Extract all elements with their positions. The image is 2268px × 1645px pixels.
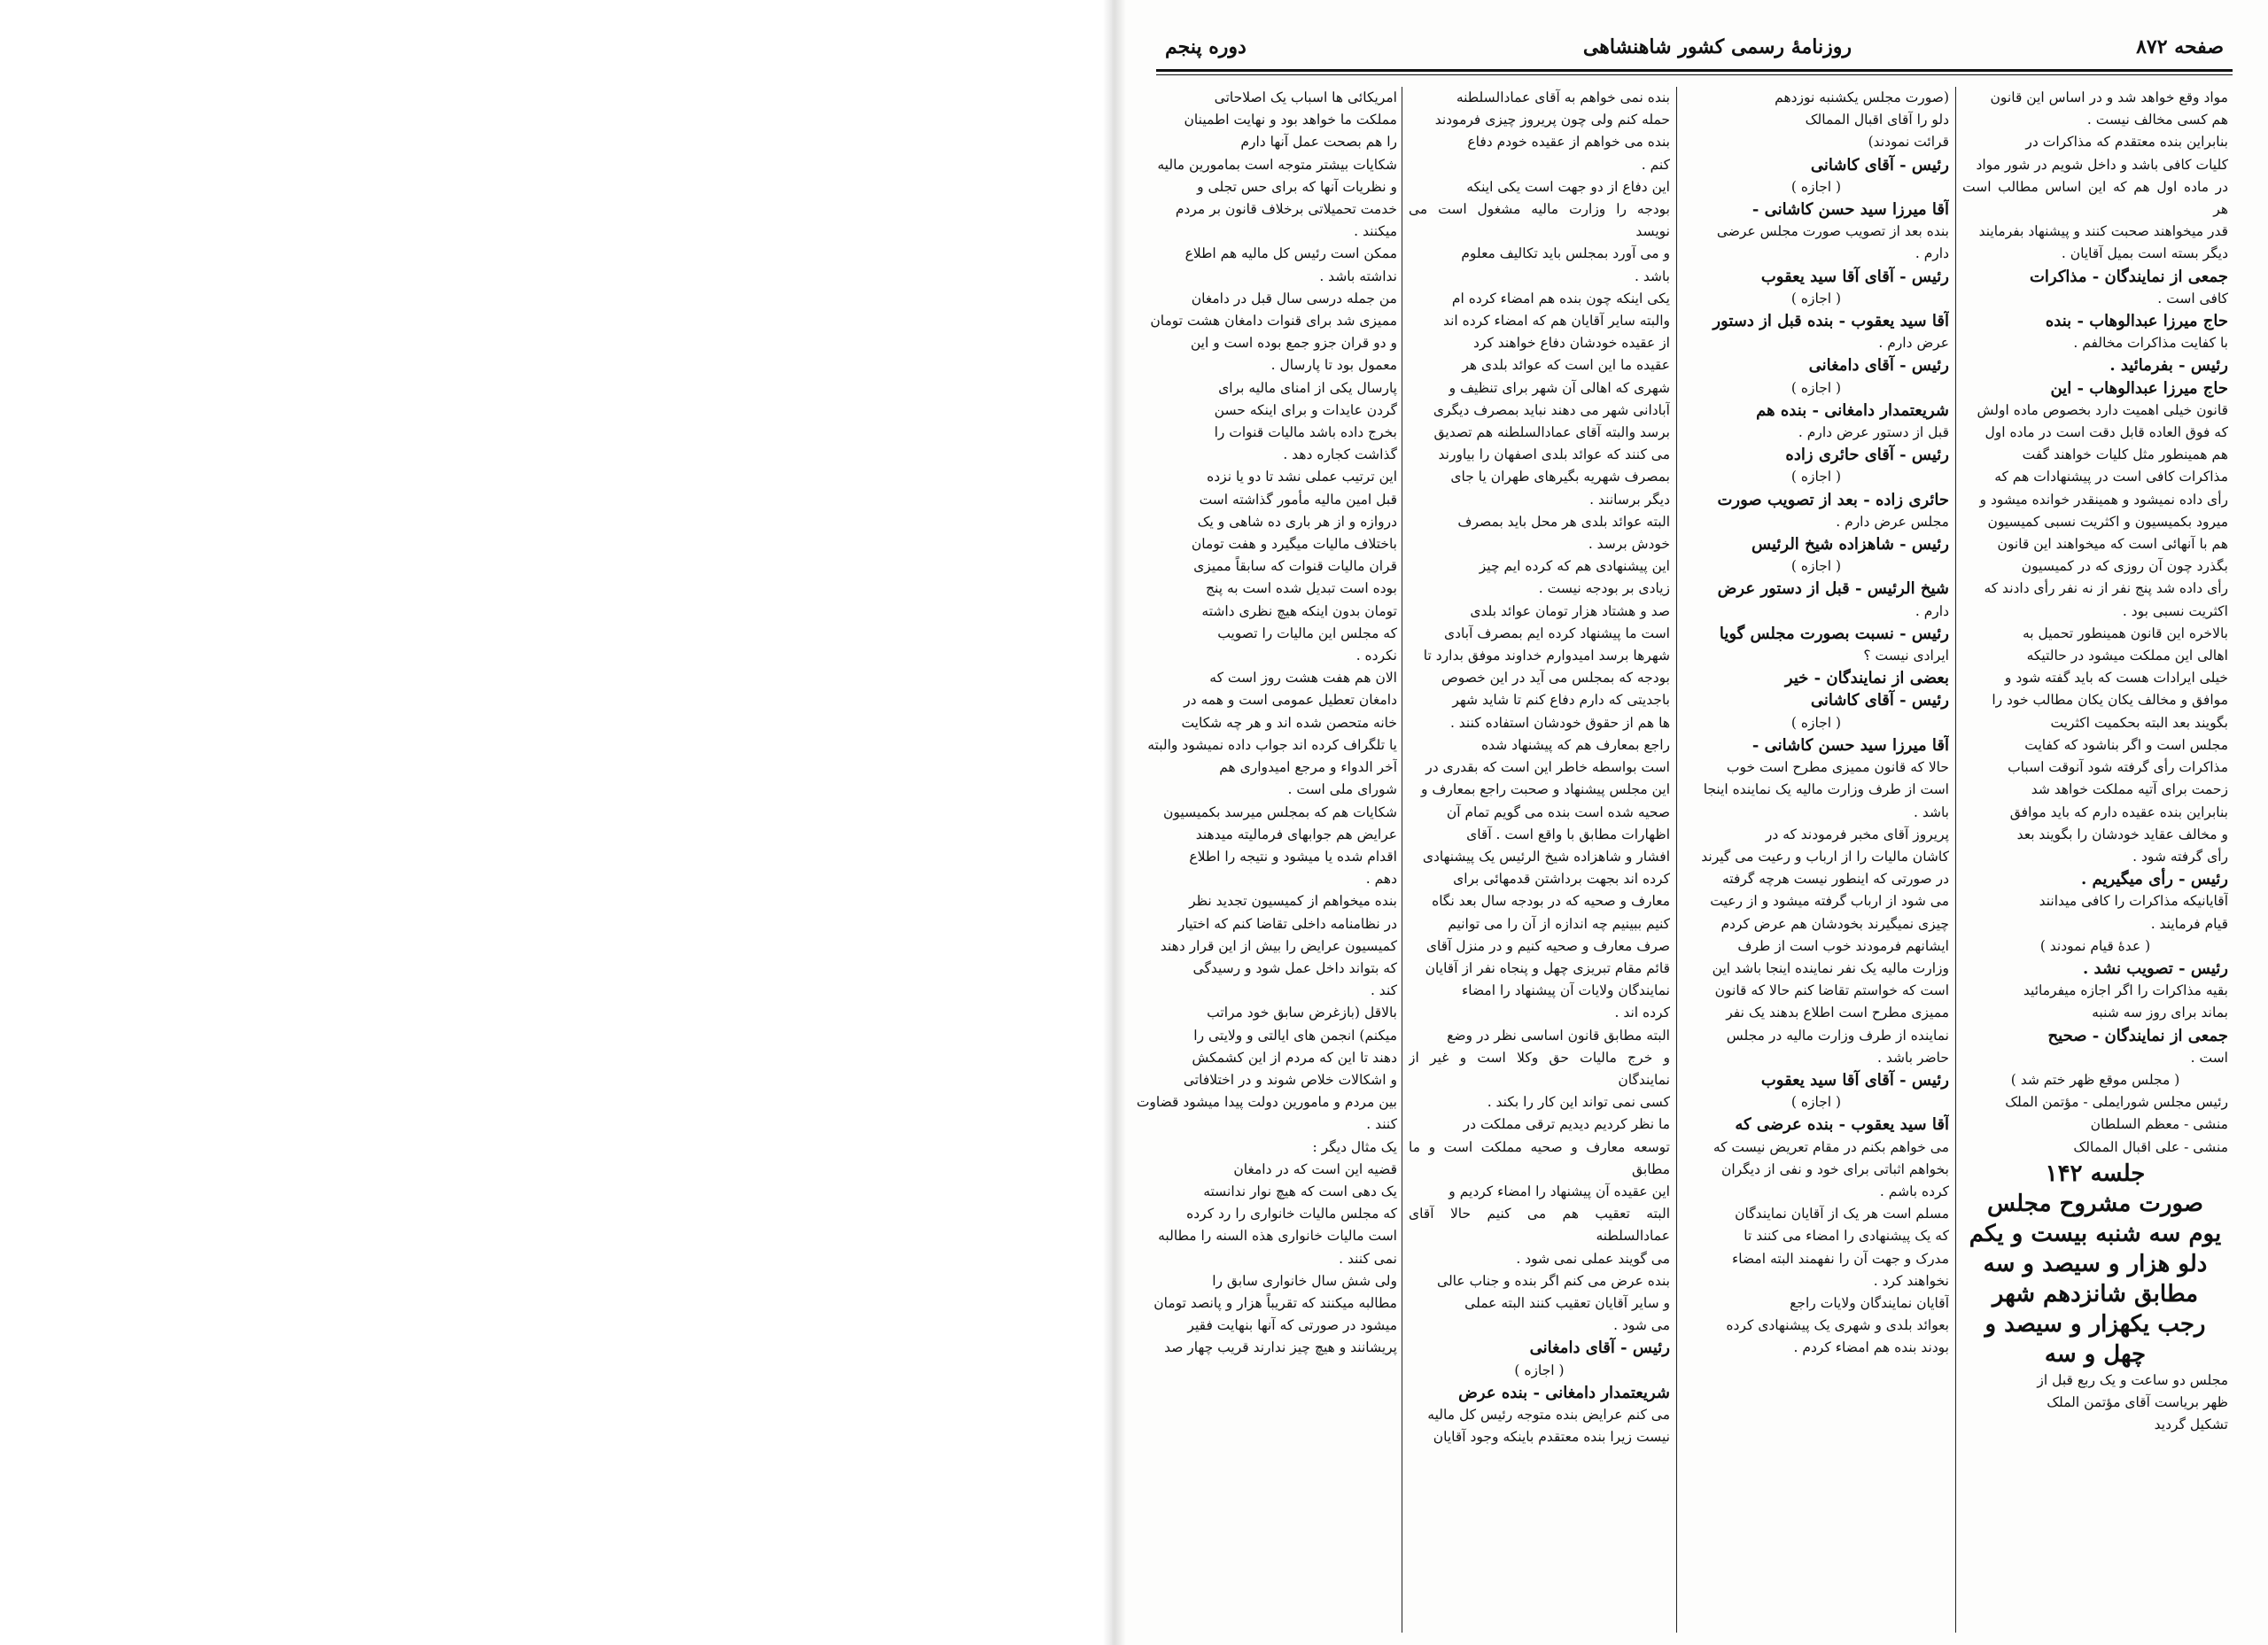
text-line: نماینده از طرف وزارت مالیه در مجلس — [1726, 1027, 1949, 1044]
text-line: صرف معارف و صحیه کنیم و در منزل آقای — [1425, 937, 1670, 954]
text-line: زحمت برای آتیه مملکت خواهد شد — [2031, 781, 2228, 798]
text-line: بودجه را وزارت مالیه مشغول است می نویسد — [1409, 201, 1670, 240]
text-line: بگذرد چون آن روزی که در کمیسیون — [2021, 558, 2228, 575]
text-line: نکرده . — [1355, 648, 1397, 664]
text-line: ولی شش سال خانواری سابق را — [1212, 1272, 1397, 1289]
text-line: بوده است تبدیل شده است به پنج — [1206, 580, 1397, 597]
text-line: منشی - معظم السلطان — [2090, 1116, 2228, 1133]
text-line: قبل از دستور عرض دارم . — [1798, 424, 1949, 441]
text-line: شهرها برسد امیدوارم خداوند موفق بدارد تا — [1423, 648, 1670, 664]
text-line: عرض دارم . — [1878, 335, 1949, 352]
text-line: یک مثال دیگر : — [1312, 1138, 1397, 1155]
text-line: اکثریت نسبی بود . — [2122, 602, 2228, 619]
text-line: می گویند عملی نمی شود . — [1516, 1250, 1670, 1267]
text-line: است از طرف وزارت مالیه یک نماینده اینجا — [1703, 781, 1949, 798]
speaker-line: بعضی از نمایندگان - خیر — [1784, 669, 1949, 688]
text-line: دروازه و از هر باری ده شاهی و یک — [1197, 513, 1397, 530]
text-line: تشکیل گردید — [2154, 1416, 2228, 1433]
text-line: ( اجازه ) — [1790, 178, 1842, 195]
newspaper-header — [1156, 32, 2233, 66]
text-line: کنیم ببینیم چه اندازه از آن را می توانیم — [1448, 915, 1670, 932]
text-line: را هم بصحت عمل آنها دارم — [1240, 134, 1397, 151]
text-line: می کنند که عوائد بلدی اصفهان را بیاورند — [1438, 446, 1670, 463]
text-line: این مجلس پیشنهاد و صحبت راجع بمعارف و — [1420, 781, 1670, 798]
text-line: این پیشنهادی هم که کرده ایم چیز — [1479, 558, 1670, 575]
text-line: بنده بعد از تصویب صورت مجلس عرضی — [1716, 223, 1949, 240]
column-divider — [1955, 87, 1956, 1633]
text-line: زیادی بر بودجه نیست . — [1538, 580, 1670, 597]
text-line: اظهارات مطابق با واقع است . آقای — [1466, 826, 1670, 842]
text-line: می خواهم بکنم در مقام تعریض نیست که — [1713, 1138, 1949, 1155]
session-heading-line: صورت مشروح مجلس — [1987, 1190, 2203, 1217]
text-line: آخر الدواء و مرجع امیدواری هم — [1219, 759, 1397, 776]
speaker-line: شریعتمدار دامغانی - بنده هم — [1756, 400, 1949, 420]
text-line: باختلاف مالیات میگیرد و هفت تومان — [1191, 536, 1397, 553]
speaker-line: رئیس - بفرمائید . — [2109, 356, 2228, 376]
text-line: کسی نمی تواند این کار را بکند . — [1487, 1094, 1670, 1111]
text-line: با کفایت مذاکرات مخالفم . — [2073, 335, 2228, 352]
speaker-line: آقا میرزا سید حسن کاشانی - — [1751, 735, 1949, 755]
text-line: این دفاع از دو جهت است یکی اینکه — [1466, 178, 1670, 195]
text-column-4 — [1136, 87, 1397, 1637]
text-line: افشار و شاهزاده شیخ الرئیس یک پیشنهادی — [1422, 848, 1670, 865]
text-line: ( عدهٔ قیام نمودند ) — [2039, 937, 2151, 954]
text-line: ممکن است رئیس کل مالیه هم اطلاع — [1184, 245, 1397, 262]
text-line: ( اجازه ) — [1790, 469, 1842, 485]
text-line: ها هم از حقوق خودشان استفاده کنند . — [1449, 714, 1670, 731]
text-line: دهند تا این که مردم از این کشمکش — [1192, 1049, 1397, 1066]
text-line: شکایات هم که بمجلس میرسد بکمیسیون — [1163, 803, 1397, 820]
text-line: خیلی ایرادات هست که باید گفته شود و — [2004, 670, 2228, 687]
text-line: هم همینطور مثل کلیات خواهند گفت — [2022, 446, 2228, 463]
text-column-3 — [1409, 87, 1670, 1637]
text-line: بگویند بعد البته بحکمیت اکثریت — [2050, 714, 2228, 731]
text-line: و نظریات آنها که برای حس تجلی و — [1197, 178, 1397, 195]
text-line: پارسال یکی از امنای مالیه برای — [1218, 379, 1397, 396]
speaker-line: رئیس - تصویب نشد . — [2082, 958, 2228, 978]
text-line: رئیس مجلس شورایملی - مؤتمن الملک — [2005, 1094, 2228, 1111]
text-line: کنم . — [1641, 156, 1670, 173]
session-heading-line: یوم سه شنبه بیست و یکم — [1969, 1220, 2222, 1247]
text-line: نمی کنند . — [1339, 1250, 1397, 1267]
speaker-line: حائری زاده - بعد از تصویب صورت — [1717, 490, 1949, 509]
text-line: بودجه که بمجلس می آید در این خصوص — [1441, 670, 1670, 687]
text-line: حمله کنم ولی چون پریروز چیزی فرمودند — [1434, 112, 1670, 128]
text-line: اهالی این مملکت میشود در حالتیکه — [2026, 648, 2228, 664]
text-line: در صورتی که اینطور نیست هرچه گرفته — [1721, 871, 1949, 888]
text-line: شکایات بیشتر متوجه است بمامورین مالیه — [1157, 156, 1397, 173]
session-heading-line: چهل و سه — [2044, 1340, 2147, 1368]
text-line: کرده اند . — [1614, 1005, 1670, 1021]
newspaper-title: روزنامهٔ رسمی کشور شاهنشاهی — [1582, 35, 1852, 58]
session-heading-line: دلو هزار و سیصد و سه — [1983, 1250, 2208, 1277]
text-line: کنند . — [1366, 1116, 1397, 1133]
text-line: خانه متحصن شده اند و هر چه شکایت — [1181, 714, 1397, 731]
text-line: ( مجلس موقع ظهر ختم شد ) — [2010, 1071, 2180, 1088]
speaker-line: حاج میرزا عبدالوهاب - بنده — [2045, 312, 2228, 331]
text-line: کافی است . — [2157, 290, 2228, 306]
text-line: یا تلگراف کرده اند جواب داده نمیشود والبته — [1147, 736, 1397, 753]
text-line: آقایان نمایندگان ولایات راجع — [1790, 1294, 1949, 1311]
text-line: یکی اینکه چون بنده هم امضاء کرده ام — [1451, 290, 1670, 306]
text-line: کمیسیون عرایض را بیش از این قرار دهند — [1160, 937, 1397, 954]
text-line: دارم . — [1915, 245, 1949, 262]
speaker-line: حاج میرزا عبدالوهاب - این — [2050, 378, 2228, 398]
text-line: تومان بدون اینکه هیچ نظری داشته — [1201, 602, 1397, 619]
text-line: بعوائد بلدی و شهری یک پیشنهادی کرده — [1726, 1317, 1949, 1334]
text-line: در ماده اول هم که این اساس مطالب است هر — [1962, 178, 2228, 218]
text-line: دلو را آقای اقبال الممالک — [1805, 112, 1949, 128]
text-line: کاشان مالیات را از ارباب و رعیت می گیرند — [1701, 848, 1949, 865]
text-line: است که خواستم تقاضا کنم حالا که قانون — [1714, 982, 1949, 999]
speaker-line: رئیس - آقای کاشانی — [1810, 155, 1949, 175]
session-heading-line: رجب یکهزار و سیصد و — [1984, 1310, 2206, 1338]
text-line: معارف و صحیه که در بودجه سال بعد نگاه — [1432, 893, 1670, 910]
text-line: قدر میخواهند صحبت کنند و پیشنهاد بفرمایند — [1978, 223, 2228, 240]
speaker-line: شیخ الرئیس - قبل از دستور عرض — [1717, 579, 1949, 599]
text-line: رأی داده نمیشود و همینقدر خوانده میشود و — [1979, 491, 2228, 508]
text-line: کلیات کافی باشد و داخل شویم در شور مواد — [1976, 156, 2228, 173]
text-line: بماند برای روز سه شنبه — [2092, 1005, 2228, 1021]
text-line: که فوق العاده قابل دقت است در ماده اول — [1984, 424, 2228, 441]
text-line: مذاکرات کافی است در پیشنهادات هم که — [1994, 469, 2228, 485]
text-line: بالاخره این قانون همینطور تحمیل به — [2022, 625, 2228, 641]
text-line: میرود بکمیسیون و اکثریت نسبی کمیسیون — [1987, 513, 2228, 530]
text-line: حالا که قانون ممیزی مطرح است خوب — [1726, 759, 1949, 776]
text-line: ما نظر کردیم دیدیم ترقی مملکت در — [1463, 1116, 1670, 1133]
text-line: نداشته باشد . — [1319, 268, 1397, 284]
text-line: باشد . — [1913, 803, 1949, 820]
text-line: است . — [2190, 1049, 2228, 1066]
text-line: البته عوائد بلدی هر محل باید بمصرف — [1457, 513, 1670, 530]
text-line: البته مطابق قانون اساسی نظر در وضع — [1447, 1027, 1670, 1044]
text-line: ممیزی شد برای قنوات دامغان هشت تومان — [1150, 313, 1397, 330]
speaker-line: رئیس - آقای آقا سید یعقوب — [1760, 267, 1949, 286]
text-line: مطالبه میکنند که تقریباً هزار و پانصد تومان — [1153, 1294, 1397, 1311]
text-line: بنابراین بنده معتقدم که مذاکرات در — [2025, 134, 2228, 151]
text-line: صحیه شده است بنده می گویم تمام آن — [1446, 803, 1670, 820]
session-heading-line: مطابق شانزدهم شهر — [1992, 1280, 2199, 1307]
text-line: که بتواند داخل عمل شود و رسیدگی — [1192, 959, 1397, 976]
text-line: بین مردم و مامورین دولت پیدا میشود قضاوت — [1136, 1094, 1397, 1111]
text-line: ( اجازه ) — [1790, 714, 1842, 731]
text-line: این ترتیب عملی نشد تا دو یا نزده — [1207, 469, 1397, 485]
text-line: بنده می خواهم از عقیده خودم دفاع — [1467, 134, 1670, 151]
text-line: مذاکرات رأی گرفته شود آنوقت اسباب — [2008, 759, 2228, 776]
text-line: و می آورد بمجلس باید تکالیف معلوم — [1461, 245, 1670, 262]
text-line: راجع بمعارف هم که پیشنهاد شده — [1481, 736, 1670, 753]
text-line: شورای ملی است . — [1287, 781, 1397, 798]
text-line: از عقیده خودشان دفاع خواهند کرد — [1472, 335, 1670, 352]
text-line: مدرک و جهت آن را نفهمند البته امضاء — [1731, 1250, 1949, 1267]
text-line: مسلم است هر یک از آقایان نمایندگان — [1735, 1206, 1949, 1222]
text-line: بنابراین بنده عقیده دارم که باید موافق — [2009, 803, 2228, 820]
text-line: قرائت نمودند) — [1868, 134, 1949, 151]
speaker-line: رئیس - نسبت بصورت مجلس گویا — [1719, 624, 1949, 643]
text-line: الان هم هفت هشت روز است که — [1209, 670, 1397, 687]
text-line: دیگر بسته است بمیل آقایان . — [2061, 245, 2228, 262]
text-line: آقایانیکه مذاکرات را کافی میدانند — [2039, 893, 2228, 910]
text-column-2 — [1683, 87, 1949, 1637]
speaker-line: شریعتمدار دامغانی - بنده عرض — [1458, 1383, 1670, 1402]
text-line: می شود . — [1613, 1317, 1670, 1334]
text-line: قبل امین مالیه مأمور گذاشته است — [1199, 491, 1397, 508]
text-line: بودند بنده هم امضاء کردم . — [1793, 1339, 1949, 1356]
speaker-line: رئیس - شاهزاده شیخ الرئیس — [1751, 535, 1949, 555]
text-line: گذاشت کجاره دهد . — [1283, 446, 1397, 463]
text-line: کند . — [1370, 982, 1397, 999]
header-rule-thin — [1156, 74, 2233, 75]
text-line: اقدام شده یا میشود و نتیجه را اطلاع — [1189, 848, 1397, 865]
text-line: عقیده ما این است که عوائد بلدی هر — [1462, 357, 1670, 374]
speaker-line: رئیس - رأی میگیریم . — [2080, 870, 2228, 889]
text-line: قانون خیلی اهمیت دارد بخصوص ماده اولش — [1977, 401, 2228, 418]
text-line: شهری که اهالی آن شهر برای تنظیف و — [1449, 379, 1670, 396]
text-line: ( اجازه ) — [1514, 1362, 1565, 1378]
text-line: مجلس عرض دارم . — [1836, 513, 1949, 530]
text-line: میکنند . — [1354, 223, 1397, 240]
text-line: دیگر برسانند . — [1589, 491, 1670, 508]
text-line: البته تعقیب هم می کنیم حالا آقای عمادالسلطنه — [1409, 1206, 1670, 1245]
text-line: می کنم عرایض بنده متوجه رئیس کل مالیه — [1427, 1406, 1670, 1423]
text-line: نیست زیرا بنده معتقدم باینکه وجود آقایان — [1433, 1429, 1670, 1446]
text-line: والبته سایر آقایان هم که امضاء کرده اند — [1442, 313, 1670, 330]
text-line: رأی داده شد پنج نفر از نه نفر رأی دادند که — [1984, 580, 2228, 597]
text-line: قیام فرمایند . — [2150, 915, 2228, 932]
text-line: عرایض هم جوابهای فرمالیته میدهند — [1195, 826, 1397, 842]
text-line: بخواهم اثباتی برای خود و نفی از دیگران — [1720, 1160, 1949, 1177]
text-line: گردن عایدات و برای اینکه حسن — [1214, 401, 1397, 418]
text-line: بمصرف شهریه بگیرهای طهران یا جای — [1450, 469, 1670, 485]
text-line: قائم مقام تبریزی چهل و پنجاه نفر از آقایان — [1425, 959, 1670, 976]
text-line: باجدیتی که دارم دفاع کنم تا شاید شهر — [1452, 692, 1670, 709]
text-line: باشد . — [1634, 268, 1670, 284]
column-divider — [1676, 87, 1677, 1633]
speaker-line: آقا میرزا سید حسن کاشانی - — [1751, 200, 1949, 220]
text-line: میکنم) انجمن های ایالتی و ولایتی را — [1193, 1027, 1397, 1044]
text-line: رأی گرفته شود . — [2132, 848, 2228, 865]
speaker-line: جمعی از نمایندگان - مذاکرات — [2029, 267, 2228, 286]
text-line: که یک پیشنهادی را امضاء می کنند تا — [1744, 1228, 1949, 1245]
speaker-line: آقا سید یعقوب - بنده عرضی که — [1735, 1115, 1949, 1135]
header-rule — [1156, 69, 2233, 72]
text-line: بنده عرض می کنم اگر بنده و جناب عالی — [1437, 1272, 1670, 1289]
text-line: ( اجازه ) — [1790, 558, 1842, 575]
text-line: و دو قران جزو جمع بوده است و این — [1190, 335, 1397, 352]
text-line: خدمت تحمیلاتی برخلاف قانون بر مردم — [1175, 201, 1397, 218]
text-line: قران مالیات قنوات که سابقاً ممیزی — [1193, 558, 1397, 575]
text-line: منشی - علی اقبال الممالک — [2073, 1138, 2228, 1155]
text-line: صد و هشتاد هزار تومان عوائد بلدی — [1470, 602, 1670, 619]
text-line: چیزی نمیگیرند بخودشان هم عرض کردم — [1720, 915, 1949, 932]
text-line: دارم . — [1915, 602, 1949, 619]
text-line: بنده میخواهم از کمیسیون تجدید نظر — [1189, 893, 1397, 910]
text-line: قضیه این است که در دامغان — [1233, 1160, 1397, 1177]
text-line: برسد والبته آقای عمادالسلطنه هم تصدیق — [1433, 424, 1670, 441]
text-line: ممیزی مطرح است اطلاع بدهند یک نفر — [1726, 1005, 1949, 1021]
text-line: آبادانی شهر می دهند نباید بمصرف دیگری — [1433, 401, 1670, 418]
text-line: بخرج داده باشد مالیات قنوات را — [1214, 424, 1397, 441]
text-line: و خرج مالیات حق وکلا است و غیر از نمایندگان — [1409, 1049, 1670, 1088]
speaker-line: رئیس - آقای دامغانی — [1529, 1339, 1670, 1358]
text-line: بالاقل (بازغرض سابق خود مراتب — [1207, 1005, 1397, 1021]
text-line: میشود در صورتی که آنها بنهایت فقیر — [1187, 1317, 1397, 1334]
text-line: در نظامنامه داخلی تقاضا کنم که اختیار — [1177, 915, 1397, 932]
text-line: مجلس دو ساعت و یک ربع قبل از — [2037, 1371, 2228, 1388]
speaker-line: رئیس - آقای کاشانی — [1810, 691, 1949, 710]
text-line: توسعه معارف و صحیه مملکت است و ما مطابق — [1409, 1138, 1670, 1177]
text-line: هم کسی مخالف نیست . — [2086, 112, 2228, 128]
text-line: خودش برسد . — [1588, 536, 1670, 553]
text-line: نخواهند کرد . — [1873, 1272, 1949, 1289]
text-line: معمول بود تا پارسال . — [1270, 357, 1397, 374]
text-line: است بواسطه خاطر این است که بقدری در — [1425, 759, 1670, 776]
text-line: پریروز آقای مخبر فرمودند که در — [1765, 826, 1949, 842]
text-line: است ما پیشنهاد کرده ایم بمصرف آبادی — [1444, 625, 1670, 641]
page-number: صفحه ۸۷۲ — [2136, 35, 2224, 58]
text-column-1 — [1962, 87, 2228, 1637]
session-heading-line: جلسه ۱۴۲ — [2045, 1160, 2146, 1187]
text-line: مواد وقع خواهد شد و در اساس این قانون — [1990, 89, 2228, 105]
text-line: این عقیده آن پیشنهاد را امضاء کردیم و — [1449, 1183, 1670, 1199]
speaker-line: آقا سید یعقوب - بنده قبل از دستور — [1713, 312, 1949, 331]
text-line: دامغان تعطیل عمومی است و همه در — [1184, 692, 1397, 709]
text-line: و اشکالات خلاص شوند و در اختلافاتی — [1183, 1071, 1397, 1088]
text-line: امریکائی ها اسباب یک اصلاحاتی — [1214, 89, 1397, 105]
text-line: یک دهی است که هیچ نوار ندانسته — [1203, 1183, 1397, 1199]
text-line: بقیه مذاکرات را اگر اجازه میفرمائید — [2023, 982, 2228, 999]
text-line: ایرادی نیست ؟ — [1863, 648, 1949, 664]
text-line: پریشانند و هیچ چیز ندارند قریب چهار صد — [1164, 1339, 1397, 1356]
speaker-line: رئیس - آقای حائری زاده — [1785, 446, 1949, 465]
speaker-line: رئیس - آقای آقا سید یعقوب — [1760, 1070, 1949, 1090]
text-line: من جمله درسی سال قبل در دامغان — [1191, 290, 1397, 306]
text-line: نمایندگان ولایات آن پیشنهاد را امضاء — [1461, 982, 1670, 999]
speaker-line: جمعی از نمایندگان - صحیح — [2047, 1026, 2228, 1045]
text-line: کرده اند بجهت برداشتن قدمهائی برای — [1453, 871, 1670, 888]
text-line: ( اجازه ) — [1790, 1094, 1842, 1111]
speaker-line: رئیس - آقای دامغانی — [1808, 356, 1949, 376]
text-line: بنده نمی خواهم به آقای عمادالسلطنه — [1456, 89, 1670, 105]
text-line: و سایر آقایان تعقیب کنند البته عملی — [1464, 1294, 1670, 1311]
text-line: که مجلس این مالیات را تصویب — [1217, 625, 1397, 641]
text-line: است مالیات خانواری هذه السنه را مطالبه — [1158, 1228, 1397, 1245]
text-line: حاضر باشد . — [1877, 1049, 1949, 1066]
text-line: ظهر بریاست آقای مؤتمن الملک — [2047, 1393, 2228, 1410]
text-line: که مجلس مالیات خانواری را رد کرده — [1186, 1206, 1397, 1222]
text-line: ( اجازه ) — [1790, 290, 1842, 306]
text-line: هم با آنهائی است که میخواهند این قانون — [1997, 536, 2228, 553]
text-line: می شود از ارباب گرفته میشود و از رعیت — [1710, 893, 1949, 910]
text-line: ( اجازه ) — [1790, 379, 1842, 396]
page-binding-shadow — [1103, 0, 1126, 1645]
text-line: (صورت مجلس یکشنبه نوزدهم — [1775, 89, 1949, 105]
text-line: ایشانهم فرمودند خوب است از طرف — [1737, 937, 1949, 954]
text-line: مملکت ما خواهد بود و نهایت اطمینان — [1184, 112, 1397, 128]
text-line: دهم . — [1365, 871, 1397, 888]
parliament-term: دوره پنجم — [1165, 35, 1247, 58]
text-line: وزارت مالیه یک نفر نماینده اینجا باشد این — [1712, 959, 1949, 976]
text-line: و مخالف عقاید خودشان را بگویند بعد — [2016, 826, 2228, 842]
text-line: کرده باشم . — [1879, 1183, 1949, 1199]
text-line: موافق و مخالف یکان یکان مطالب خود را — [1992, 692, 2228, 709]
text-line: مجلس است و اگر بناشود که کفایت — [2024, 736, 2228, 753]
